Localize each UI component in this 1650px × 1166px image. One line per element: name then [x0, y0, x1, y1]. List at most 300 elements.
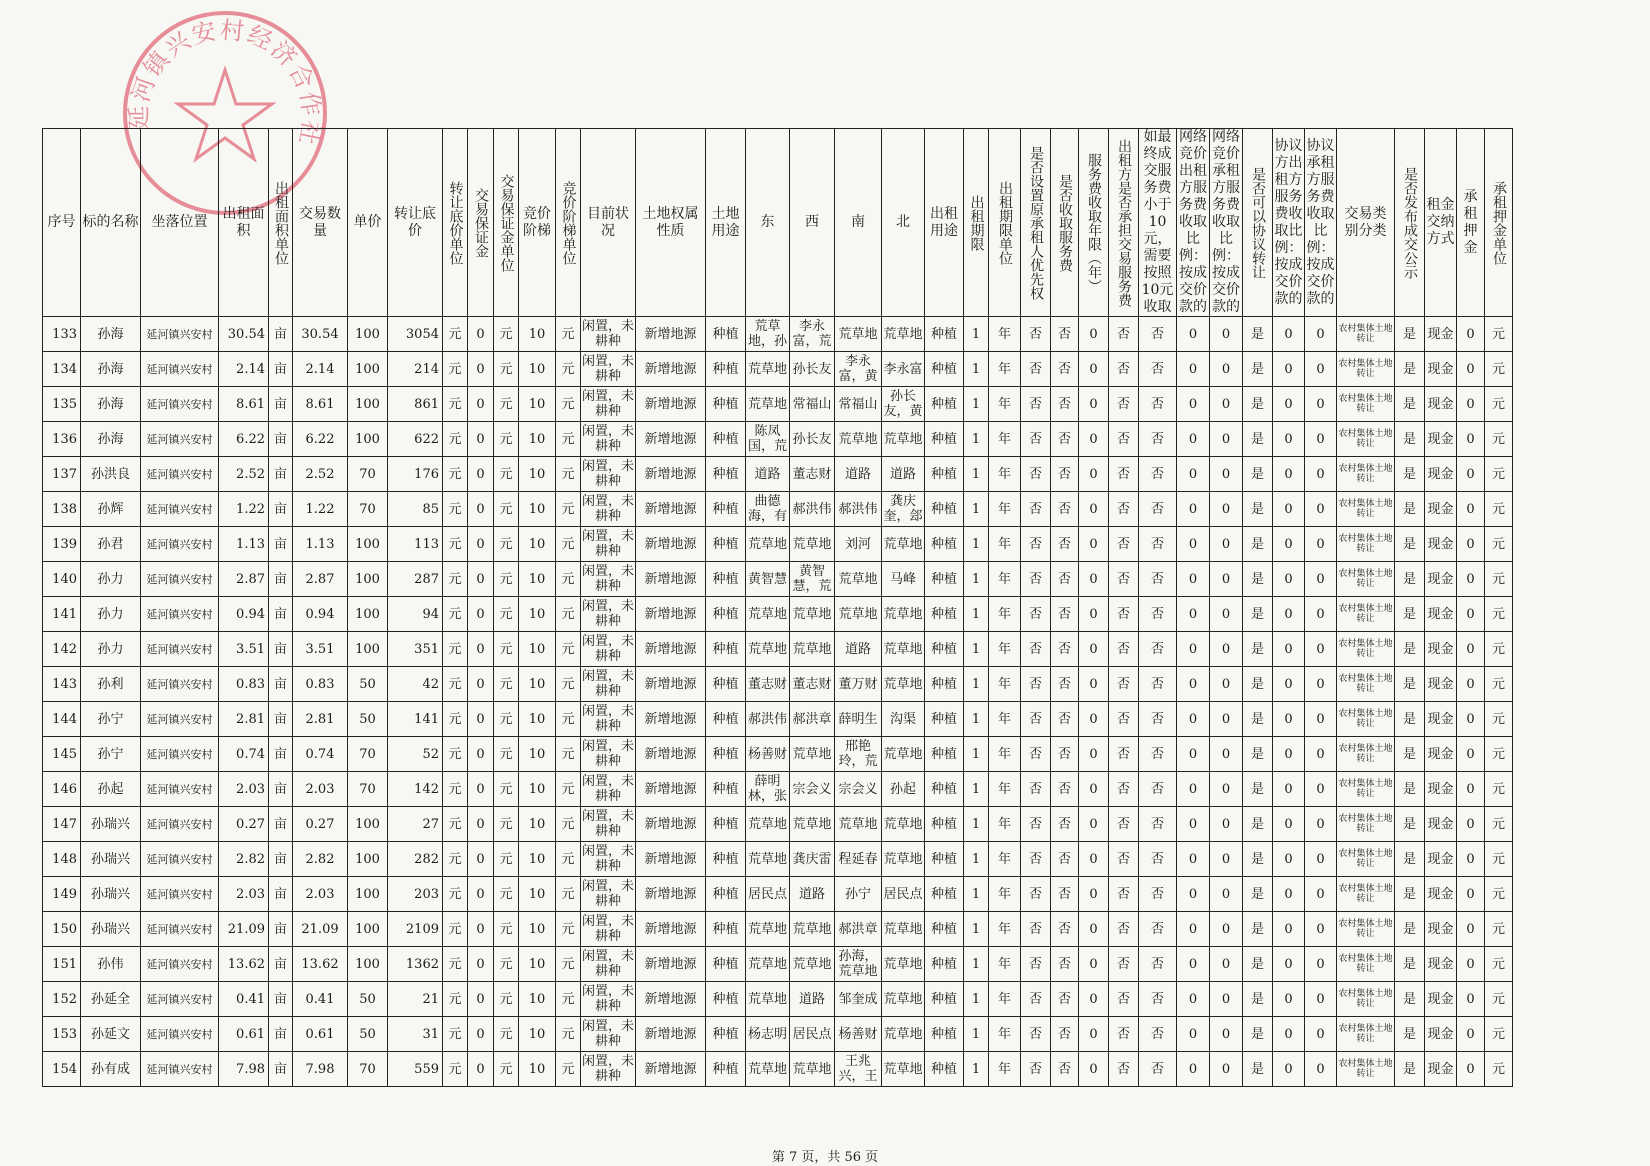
- cell-unit: 亩: [269, 667, 293, 702]
- cell-step-unit: 元: [556, 982, 581, 1017]
- cell-lessor-pays: 否: [1109, 597, 1139, 632]
- cell-s: 荒草地: [835, 317, 882, 352]
- table-row: [43, 947, 1513, 982]
- cell-deposit-unit: 元: [494, 912, 519, 947]
- cell-loc: 延河镇兴安村: [141, 562, 219, 597]
- cell-agr-lessee-ratio: 0: [1305, 982, 1337, 1017]
- cell-publish: 是: [1395, 737, 1425, 772]
- cell-term-unit: 年: [989, 667, 1021, 702]
- cell-step: 10: [519, 527, 556, 562]
- cell-rent-deposit-unit: 元: [1485, 667, 1513, 702]
- cell-deposit-unit: 元: [494, 1017, 519, 1052]
- cell-agr-lessee-ratio: 0: [1305, 772, 1337, 807]
- cell-agr-lessor-ratio: 0: [1273, 422, 1305, 457]
- cell-lessor-pays: 否: [1109, 352, 1139, 387]
- cell-base-unit: 元: [443, 877, 468, 912]
- cell-lessor-pays: 否: [1109, 702, 1139, 737]
- cell-unit: 亩: [269, 947, 293, 982]
- cell-publish: 是: [1395, 772, 1425, 807]
- cell-rent-use: 种植: [925, 737, 964, 772]
- cell-name: 孙海: [81, 422, 141, 457]
- cell-negotiable: 是: [1243, 667, 1273, 702]
- cell-rent-use: 种植: [925, 807, 964, 842]
- cell-step-unit: 元: [556, 317, 581, 352]
- cell-status: 闲置，未耕种: [581, 842, 636, 877]
- cell-term: 1: [964, 877, 989, 912]
- cell-priority: 否: [1021, 807, 1051, 842]
- cell-publish: 是: [1395, 947, 1425, 982]
- cell-agr-lessor-ratio: 0: [1273, 562, 1305, 597]
- cell-negotiable: 是: [1243, 737, 1273, 772]
- cell-agr-lessor-ratio: 0: [1273, 702, 1305, 737]
- cell-area: 0.41: [219, 982, 269, 1017]
- cell-e-full: 荒草地，孙: [746, 317, 790, 352]
- cell-step: 10: [519, 597, 556, 632]
- cell-service-fee: 否: [1051, 947, 1079, 982]
- cell-publish: 是: [1395, 982, 1425, 1017]
- cell-price: 50: [348, 702, 388, 737]
- column-header: 西: [790, 129, 835, 317]
- cell-deposit-unit: 元: [494, 597, 519, 632]
- cell-loc: 延河镇兴安村: [141, 667, 219, 702]
- cell-publish: 是: [1395, 492, 1425, 527]
- cell-term: 1: [964, 1017, 989, 1052]
- cell-fee-years: 0: [1079, 387, 1109, 422]
- cell-step-unit: 元: [556, 562, 581, 597]
- cell-lessor-pays: 否: [1109, 982, 1139, 1017]
- cell-agr-lessor-ratio: 0: [1273, 842, 1305, 877]
- table-row: [43, 842, 1513, 877]
- cell-fee-years: 0: [1079, 632, 1109, 667]
- cell-name: 孙利: [81, 667, 141, 702]
- cell-deposit: 0: [468, 387, 494, 422]
- cell-w: 董志财: [790, 457, 835, 492]
- cell-service-fee: 否: [1051, 422, 1079, 457]
- cell-term: 1: [964, 387, 989, 422]
- column-header: 交易保证金: [468, 129, 494, 317]
- cell-e-full: 陈凤国，荒: [746, 422, 790, 457]
- cell-price: 50: [348, 1017, 388, 1052]
- cell-status: 闲置，未耕种: [581, 947, 636, 982]
- cell-base: 141: [388, 702, 443, 737]
- cell-s: 宗会义: [835, 772, 882, 807]
- cell-ownership: 新增地源: [636, 807, 706, 842]
- table-row: [43, 352, 1513, 387]
- cell-min-fee: 否: [1139, 702, 1177, 737]
- cell-lessor-pays: 否: [1109, 807, 1139, 842]
- cell-rent-deposit-unit: 元: [1485, 702, 1513, 737]
- cell-category: 农村集体土地转让: [1337, 982, 1395, 1017]
- cell-term-unit: 年: [989, 982, 1021, 1017]
- cell-net-lessee-ratio: 0: [1210, 667, 1243, 702]
- cell-base-unit: 元: [443, 387, 468, 422]
- column-header: 网络竞价出租方服务费收取比例：按成交价款的: [1177, 129, 1210, 317]
- cell-payment: 现金: [1425, 1052, 1457, 1087]
- column-header: 竞价阶梯: [519, 129, 556, 317]
- cell-base: 42: [388, 667, 443, 702]
- column-header: 网络竞价承租方服务费收取比例：按成交价款的: [1210, 129, 1243, 317]
- cell-lessor-pays: 否: [1109, 1052, 1139, 1087]
- cell-fee-years: 0: [1079, 527, 1109, 562]
- cell-qty: 2.03: [293, 877, 348, 912]
- cell-status: 闲置，未耕种: [581, 352, 636, 387]
- cell-deposit: 0: [468, 737, 494, 772]
- table-row: [43, 632, 1513, 667]
- cell-e-full: 曲德海，有: [746, 492, 790, 527]
- cell-priority: 否: [1021, 352, 1051, 387]
- cell-step-unit: 元: [556, 492, 581, 527]
- cell-service-fee: 否: [1051, 667, 1079, 702]
- cell-name: 孙伟: [81, 947, 141, 982]
- table-row: [43, 667, 1513, 702]
- cell-net-lessee-ratio: 0: [1210, 527, 1243, 562]
- cell-publish: 是: [1395, 1017, 1425, 1052]
- cell-agr-lessor-ratio: 0: [1273, 352, 1305, 387]
- cell-base-unit: 元: [443, 842, 468, 877]
- cell-unit: 亩: [269, 387, 293, 422]
- cell-ownership: 新增地源: [636, 597, 706, 632]
- cell-unit: 亩: [269, 457, 293, 492]
- cell-service-fee: 否: [1051, 1052, 1079, 1087]
- cell-base: 176: [388, 457, 443, 492]
- cell-step: 10: [519, 352, 556, 387]
- cell-n: 荒草地: [882, 597, 925, 632]
- cell-name: 孙力: [81, 632, 141, 667]
- cell-service-fee: 否: [1051, 807, 1079, 842]
- cell-ownership: 新增地源: [636, 1052, 706, 1087]
- cell-term-unit: 年: [989, 912, 1021, 947]
- cell-min-fee: 否: [1139, 352, 1177, 387]
- cell-no: 134: [43, 352, 81, 387]
- cell-term: 1: [964, 737, 989, 772]
- cell-negotiable: 是: [1243, 877, 1273, 912]
- cell-s: 孙宁: [835, 877, 882, 912]
- cell-unit: 亩: [269, 807, 293, 842]
- cell-deposit-unit: 元: [494, 422, 519, 457]
- cell-publish: 是: [1395, 807, 1425, 842]
- cell-n: 李永富: [882, 352, 925, 387]
- cell-status: 闲置，未耕种: [581, 457, 636, 492]
- cell-priority: 否: [1021, 597, 1051, 632]
- cell-rent-deposit: 0: [1457, 1052, 1485, 1087]
- cell-step-unit: 元: [556, 1052, 581, 1087]
- cell-lessor-pays: 否: [1109, 527, 1139, 562]
- cell-fee-years: 0: [1079, 1052, 1109, 1087]
- cell-lessor-pays: 否: [1109, 667, 1139, 702]
- column-header: 序号: [43, 129, 81, 317]
- cell-negotiable: 是: [1243, 912, 1273, 947]
- cell-service-fee: 否: [1051, 352, 1079, 387]
- cell-priority: 否: [1021, 317, 1051, 352]
- cell-qty: 0.94: [293, 597, 348, 632]
- land-transfer-table: [42, 128, 1513, 1087]
- cell-rent-use: 种植: [925, 667, 964, 702]
- cell-rent-deposit: 0: [1457, 632, 1485, 667]
- cell-step-unit: 元: [556, 842, 581, 877]
- cell-publish: 是: [1395, 842, 1425, 877]
- cell-term: 1: [964, 667, 989, 702]
- cell-agr-lessee-ratio: 0: [1305, 667, 1337, 702]
- cell-payment: 现金: [1425, 632, 1457, 667]
- cell-rent-use: 种植: [925, 912, 964, 947]
- cell-area: 2.14: [219, 352, 269, 387]
- cell-agr-lessor-ratio: 0: [1273, 387, 1305, 422]
- cell-priority: 否: [1021, 1052, 1051, 1087]
- cell-rent-use: 种植: [925, 947, 964, 982]
- cell-s: 孙海，荒草地: [835, 947, 882, 982]
- cell-service-fee: 否: [1051, 842, 1079, 877]
- cell-step: 10: [519, 667, 556, 702]
- cell-net-lessor-ratio: 0: [1177, 387, 1210, 422]
- cell-no: 133: [43, 317, 81, 352]
- cell-e-full: 郝洪伟: [746, 702, 790, 737]
- cell-deposit-unit: 元: [494, 842, 519, 877]
- cell-name: 孙瑞兴: [81, 842, 141, 877]
- cell-negotiable: 是: [1243, 492, 1273, 527]
- cell-service-fee: 否: [1051, 737, 1079, 772]
- cell-service-fee: 否: [1051, 527, 1079, 562]
- cell-s: 荒草地: [835, 562, 882, 597]
- cell-base-unit: 元: [443, 492, 468, 527]
- cell-status: 闲置，未耕种: [581, 737, 636, 772]
- table-row: [43, 422, 1513, 457]
- cell-rent-use: 种植: [925, 352, 964, 387]
- cell-rent-use: 种植: [925, 527, 964, 562]
- cell-status: 闲置，未耕种: [581, 387, 636, 422]
- cell-lessor-pays: 否: [1109, 387, 1139, 422]
- cell-w: 荒草地: [790, 912, 835, 947]
- cell-rent-use: 种植: [925, 1052, 964, 1087]
- column-header: 土地权属性质: [636, 129, 706, 317]
- cell-category: 农村集体土地转让: [1337, 597, 1395, 632]
- cell-w: 常福山: [790, 387, 835, 422]
- cell-n: 荒草地: [882, 807, 925, 842]
- cell-base-unit: 元: [443, 597, 468, 632]
- cell-negotiable: 是: [1243, 352, 1273, 387]
- cell-unit: 亩: [269, 492, 293, 527]
- cell-rent-deposit: 0: [1457, 737, 1485, 772]
- cell-term: 1: [964, 457, 989, 492]
- cell-net-lessor-ratio: 0: [1177, 527, 1210, 562]
- cell-name: 孙瑞兴: [81, 877, 141, 912]
- cell-rent-deposit: 0: [1457, 387, 1485, 422]
- cell-ownership: 新增地源: [636, 947, 706, 982]
- cell-net-lessee-ratio: 0: [1210, 772, 1243, 807]
- cell-rent-use: 种植: [925, 632, 964, 667]
- cell-min-fee: 否: [1139, 527, 1177, 562]
- cell-negotiable: 是: [1243, 632, 1273, 667]
- cell-unit: 亩: [269, 842, 293, 877]
- cell-rent-deposit-unit: 元: [1485, 387, 1513, 422]
- cell-land-use: 种植: [706, 527, 746, 562]
- cell-step: 10: [519, 457, 556, 492]
- cell-status: 闲置，未耕种: [581, 667, 636, 702]
- cell-land-use: 种植: [706, 562, 746, 597]
- cell-land-use: 种植: [706, 807, 746, 842]
- cell-area: 0.27: [219, 807, 269, 842]
- cell-category: 农村集体土地转让: [1337, 632, 1395, 667]
- table-header-row: [43, 129, 1513, 317]
- cell-base: 203: [388, 877, 443, 912]
- cell-rent-deposit-unit: 元: [1485, 632, 1513, 667]
- cell-term-unit: 年: [989, 422, 1021, 457]
- cell-loc: 延河镇兴安村: [141, 352, 219, 387]
- cell-loc: 延河镇兴安村: [141, 737, 219, 772]
- cell-term-unit: 年: [989, 632, 1021, 667]
- cell-lessor-pays: 否: [1109, 842, 1139, 877]
- cell-term: 1: [964, 1052, 989, 1087]
- cell-category: 农村集体土地转让: [1337, 422, 1395, 457]
- cell-rent-deposit-unit: 元: [1485, 317, 1513, 352]
- cell-name: 孙延文: [81, 1017, 141, 1052]
- cell-net-lessee-ratio: 0: [1210, 912, 1243, 947]
- cell-fee-years: 0: [1079, 982, 1109, 1017]
- cell-agr-lessee-ratio: 0: [1305, 597, 1337, 632]
- cell-base-unit: 元: [443, 702, 468, 737]
- cell-no: 154: [43, 1052, 81, 1087]
- cell-s: 薛明生: [835, 702, 882, 737]
- cell-negotiable: 是: [1243, 1052, 1273, 1087]
- cell-land-use: 种植: [706, 912, 746, 947]
- cell-unit: 亩: [269, 632, 293, 667]
- cell-rent-deposit: 0: [1457, 702, 1485, 737]
- cell-category: 农村集体土地转让: [1337, 387, 1395, 422]
- cell-rent-deposit-unit: 元: [1485, 947, 1513, 982]
- cell-loc: 延河镇兴安村: [141, 387, 219, 422]
- cell-price: 70: [348, 457, 388, 492]
- cell-rent-use: 种植: [925, 597, 964, 632]
- cell-area: 1.22: [219, 492, 269, 527]
- cell-payment: 现金: [1425, 352, 1457, 387]
- cell-land-use: 种植: [706, 632, 746, 667]
- cell-term: 1: [964, 912, 989, 947]
- cell-base: 861: [388, 387, 443, 422]
- cell-net-lessee-ratio: 0: [1210, 947, 1243, 982]
- cell-step-unit: 元: [556, 667, 581, 702]
- cell-term-unit: 年: [989, 387, 1021, 422]
- cell-negotiable: 是: [1243, 1017, 1273, 1052]
- cell-net-lessor-ratio: 0: [1177, 912, 1210, 947]
- cell-negotiable: 是: [1243, 772, 1273, 807]
- cell-min-fee: 否: [1139, 842, 1177, 877]
- cell-s: 郝洪伟: [835, 492, 882, 527]
- cell-agr-lessor-ratio: 0: [1273, 912, 1305, 947]
- cell-deposit: 0: [468, 947, 494, 982]
- cell-rent-deposit-unit: 元: [1485, 457, 1513, 492]
- cell-net-lessee-ratio: 0: [1210, 982, 1243, 1017]
- cell-rent-deposit-unit: 元: [1485, 772, 1513, 807]
- cell-status: 闲置，未耕种: [581, 1017, 636, 1052]
- cell-net-lessor-ratio: 0: [1177, 982, 1210, 1017]
- cell-loc: 延河镇兴安村: [141, 702, 219, 737]
- cell-w: 龚庆雷: [790, 842, 835, 877]
- column-header: 是否收取服务费: [1051, 129, 1079, 317]
- page-footer: 第 7 页，共 56 页: [771, 1150, 879, 1165]
- cell-rent-deposit-unit: 元: [1485, 842, 1513, 877]
- cell-step: 10: [519, 1052, 556, 1087]
- cell-net-lessor-ratio: 0: [1177, 702, 1210, 737]
- svg-text:延河镇兴安村经济合作社: 延河镇兴安村经济合作社: [124, 15, 326, 149]
- cell-deposit: 0: [468, 317, 494, 352]
- cell-net-lessee-ratio: 0: [1210, 1017, 1243, 1052]
- table-row: [43, 737, 1513, 772]
- cell-category: 农村集体土地转让: [1337, 947, 1395, 982]
- cell-agr-lessor-ratio: 0: [1273, 667, 1305, 702]
- cell-net-lessee-ratio: 0: [1210, 737, 1243, 772]
- cell-ownership: 新增地源: [636, 912, 706, 947]
- cell-negotiable: 是: [1243, 702, 1273, 737]
- cell-base-unit: 元: [443, 1052, 468, 1087]
- cell-land-use: 种植: [706, 317, 746, 352]
- cell-unit: 亩: [269, 597, 293, 632]
- cell-qty: 2.14: [293, 352, 348, 387]
- table-row: [43, 807, 1513, 842]
- column-header: 竞价阶梯单位: [556, 129, 581, 317]
- cell-qty: 2.52: [293, 457, 348, 492]
- cell-negotiable: 是: [1243, 422, 1273, 457]
- cell-no: 142: [43, 632, 81, 667]
- cell-n: 荒草地: [882, 317, 925, 352]
- cell-base: 94: [388, 597, 443, 632]
- cell-price: 100: [348, 317, 388, 352]
- cell-payment: 现金: [1425, 772, 1457, 807]
- cell-unit: 亩: [269, 877, 293, 912]
- cell-loc: 延河镇兴安村: [141, 842, 219, 877]
- cell-name: 孙君: [81, 527, 141, 562]
- cell-qty: 30.54: [293, 317, 348, 352]
- column-header: 出租面积: [219, 129, 269, 317]
- cell-rent-deposit-unit: 元: [1485, 912, 1513, 947]
- cell-priority: 否: [1021, 772, 1051, 807]
- column-header: 转让底价单位: [443, 129, 468, 317]
- cell-step: 10: [519, 562, 556, 597]
- cell-agr-lessee-ratio: 0: [1305, 457, 1337, 492]
- cell-step: 10: [519, 387, 556, 422]
- cell-agr-lessee-ratio: 0: [1305, 702, 1337, 737]
- cell-net-lessor-ratio: 0: [1177, 597, 1210, 632]
- cell-loc: 延河镇兴安村: [141, 632, 219, 667]
- table-row: [43, 597, 1513, 632]
- cell-priority: 否: [1021, 387, 1051, 422]
- column-header: 租金交纳方式: [1425, 129, 1457, 317]
- cell-fee-years: 0: [1079, 667, 1109, 702]
- cell-net-lessor-ratio: 0: [1177, 632, 1210, 667]
- cell-unit: 亩: [269, 422, 293, 457]
- cell-agr-lessor-ratio: 0: [1273, 947, 1305, 982]
- column-header: 协议方出租方服务费收取比例：按成交价款的: [1273, 129, 1305, 317]
- cell-net-lessor-ratio: 0: [1177, 352, 1210, 387]
- cell-land-use: 种植: [706, 737, 746, 772]
- cell-unit: 亩: [269, 737, 293, 772]
- cell-step: 10: [519, 422, 556, 457]
- cell-base: 287: [388, 562, 443, 597]
- cell-negotiable: 是: [1243, 597, 1273, 632]
- cell-w: 孙长友: [790, 422, 835, 457]
- cell-n: 荒草地: [882, 1017, 925, 1052]
- cell-status: 闲置，未耕种: [581, 492, 636, 527]
- cell-land-use: 种植: [706, 352, 746, 387]
- cell-price: 100: [348, 912, 388, 947]
- column-header: 坐落位置: [141, 129, 219, 317]
- cell-step-unit: 元: [556, 457, 581, 492]
- cell-name: 孙延全: [81, 982, 141, 1017]
- cell-rent-deposit: 0: [1457, 1017, 1485, 1052]
- cell-min-fee: 否: [1139, 912, 1177, 947]
- cell-base-unit: 元: [443, 667, 468, 702]
- cell-term: 1: [964, 492, 989, 527]
- cell-step: 10: [519, 317, 556, 352]
- cell-e-full: 荒草地: [746, 947, 790, 982]
